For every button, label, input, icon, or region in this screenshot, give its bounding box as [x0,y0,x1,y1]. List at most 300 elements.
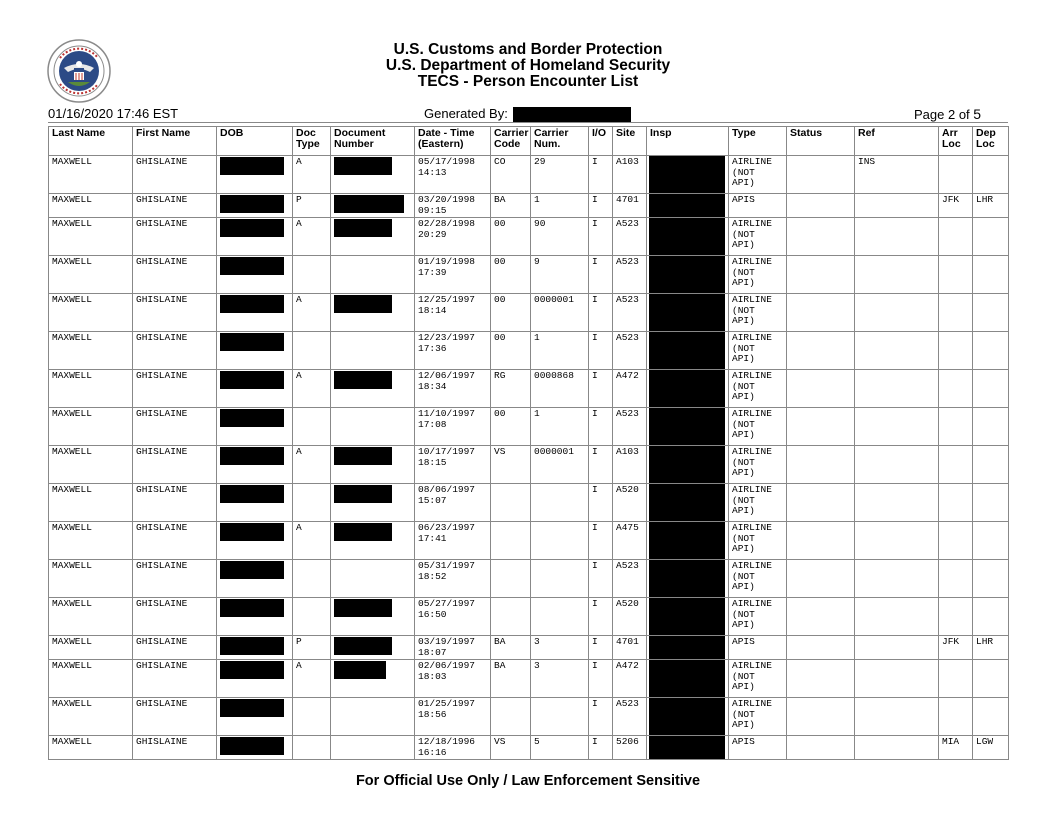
first-name-cell: GHISLAINE [133,522,217,560]
redaction-box [220,257,284,275]
arrival-location-cell [939,446,973,484]
departure-location-cell [973,560,1009,598]
column-header: DOB [217,127,293,156]
table-row [49,698,1009,736]
classification-footer: For Official Use Only / Law Enforcement Sensitive [355,773,701,789]
carrier-code-cell [491,698,531,736]
document-number-cell [331,218,415,256]
arrival-location-cell [939,560,973,598]
carrier-code-cell: 00 [491,332,531,370]
redaction-box [220,219,284,237]
arrival-location-cell [939,218,973,256]
redaction-box [649,660,725,697]
redaction-box [220,637,284,655]
ref-cell [855,636,939,660]
page-total: 5 [973,106,982,122]
date-time-cell: 08/06/1997 15:07 [415,484,491,522]
type-cell: APIS [729,636,787,660]
arrival-location-cell [939,698,973,736]
table-row [49,560,1009,598]
last-name-cell: MAXWELL [49,636,133,660]
type-cell: APIS [729,736,787,760]
site-cell: A472 [613,660,647,698]
redaction-box [220,485,284,503]
dob-cell [217,636,293,660]
date-time-cell: 01/25/1997 18:56 [415,698,491,736]
column-header: Arr Loc [939,127,973,156]
column-header: Site [613,127,647,156]
arrival-location-cell: MIA [939,736,973,760]
inspector-cell [647,636,729,660]
io-cell: I [589,256,613,294]
redaction-box [334,599,392,617]
departure-location-cell [973,408,1009,446]
status-cell [787,332,855,370]
redaction-box [649,484,725,521]
carrier-num-cell: 0000868 [531,370,589,408]
date-time-cell: 12/06/1997 18:34 [415,370,491,408]
first-name-cell: GHISLAINE [133,294,217,332]
io-cell: I [589,522,613,560]
departure-location-cell [973,446,1009,484]
doc-type-cell [293,736,331,760]
redaction-box [220,195,284,213]
ref-cell [855,256,939,294]
doc-type-cell [293,484,331,522]
page-indicator [914,106,981,122]
status-cell [787,560,855,598]
ref-cell [855,446,939,484]
status-cell [787,484,855,522]
last-name-cell: MAXWELL [49,408,133,446]
arrival-location-cell [939,660,973,698]
last-name-cell: MAXWELL [49,736,133,760]
arrival-location-cell: JFK [939,194,973,218]
departure-location-cell [973,698,1009,736]
doc-type-cell: A [293,156,331,194]
site-cell: A103 [613,156,647,194]
date-time-cell: 03/20/1998 09:15 [415,194,491,218]
io-cell: I [589,370,613,408]
dob-cell [217,560,293,598]
first-name-cell: GHISLAINE [133,446,217,484]
inspector-cell [647,698,729,736]
doc-type-cell [293,256,331,294]
inspector-cell [647,484,729,522]
document-number-cell [331,370,415,408]
last-name-cell: MAXWELL [49,522,133,560]
inspector-cell [647,218,729,256]
type-cell: AIRLINE (NOT API) [729,408,787,446]
departure-location-cell: LGW [973,736,1009,760]
last-name-cell: MAXWELL [49,660,133,698]
carrier-code-cell [491,560,531,598]
doc-type-cell: A [293,522,331,560]
first-name-cell: GHISLAINE [133,484,217,522]
carrier-code-cell: RG [491,370,531,408]
site-cell: A520 [613,484,647,522]
io-cell: I [589,408,613,446]
redaction-box [649,294,725,331]
status-cell [787,736,855,760]
redaction-box [649,408,725,445]
last-name-cell: MAXWELL [49,560,133,598]
report-datetime: 01/16/2020 17:46 EST [48,106,179,121]
redaction-box [220,295,284,313]
first-name-cell: GHISLAINE [133,736,217,760]
carrier-num-cell [531,522,589,560]
document-number-cell [331,598,415,636]
inspector-cell [647,522,729,560]
doc-type-cell: P [293,194,331,218]
arrival-location-cell [939,598,973,636]
ref-cell [855,522,939,560]
dob-cell [217,408,293,446]
departure-location-cell [973,522,1009,560]
carrier-num-cell: 1 [531,194,589,218]
redaction-box [334,371,392,389]
redaction-box [220,661,284,679]
type-cell: AIRLINE (NOT API) [729,660,787,698]
carrier-num-cell [531,560,589,598]
date-time-cell: 06/23/1997 17:41 [415,522,491,560]
departure-location-cell [973,484,1009,522]
ref-cell [855,332,939,370]
redaction-box [334,661,386,679]
carrier-code-cell: 00 [491,294,531,332]
first-name-cell: GHISLAINE [133,156,217,194]
carrier-num-cell: 1 [531,408,589,446]
last-name-cell: MAXWELL [49,156,133,194]
column-header: Doc Type [293,127,331,156]
io-cell: I [589,484,613,522]
doc-type-cell: P [293,636,331,660]
io-cell: I [589,698,613,736]
inspector-cell [647,736,729,760]
site-cell: 4701 [613,194,647,218]
type-cell: AIRLINE (NOT API) [729,218,787,256]
carrier-num-cell: 0000001 [531,446,589,484]
redaction-box [649,698,725,735]
redaction-box [649,332,725,369]
site-cell: A475 [613,522,647,560]
arrival-location-cell [939,156,973,194]
table-row [49,218,1009,256]
io-cell: I [589,660,613,698]
document-number-cell [331,736,415,760]
first-name-cell: GHISLAINE [133,194,217,218]
ref-cell [855,560,939,598]
arrival-location-cell [939,370,973,408]
table-row [49,156,1009,194]
ref-cell [855,660,939,698]
site-cell: 4701 [613,636,647,660]
status-cell [787,408,855,446]
table-row [49,408,1009,446]
status-cell [787,294,855,332]
redaction-box [513,107,631,123]
site-cell: A523 [613,218,647,256]
arrival-location-cell [939,294,973,332]
table-row [49,446,1009,484]
last-name-cell: MAXWELL [49,484,133,522]
table-row [49,598,1009,636]
carrier-code-cell: VS [491,446,531,484]
redaction-box [220,599,284,617]
status-cell [787,218,855,256]
date-time-cell: 11/10/1997 17:08 [415,408,491,446]
site-cell: A523 [613,560,647,598]
column-header: First Name [133,127,217,156]
redaction-box [334,195,404,213]
last-name-cell: MAXWELL [49,332,133,370]
first-name-cell: GHISLAINE [133,256,217,294]
carrier-num-cell: 5 [531,736,589,760]
dob-cell [217,256,293,294]
site-cell: A523 [613,256,647,294]
document-number-cell [331,660,415,698]
doc-type-cell [293,698,331,736]
inspector-cell [647,370,729,408]
table-row [49,522,1009,560]
carrier-code-cell: CO [491,156,531,194]
date-time-cell: 01/19/1998 17:39 [415,256,491,294]
redaction-box [220,561,284,579]
carrier-num-cell: 3 [531,660,589,698]
carrier-code-cell [491,522,531,560]
table-row [49,332,1009,370]
table-row [49,256,1009,294]
type-cell: AIRLINE (NOT API) [729,522,787,560]
redaction-box [220,333,284,351]
doc-type-cell: A [293,446,331,484]
site-cell: A523 [613,408,647,446]
doc-type-cell: A [293,218,331,256]
table-body [49,156,1009,760]
last-name-cell: MAXWELL [49,218,133,256]
dob-cell [217,484,293,522]
io-cell: I [589,736,613,760]
departure-location-cell [973,218,1009,256]
io-cell: I [589,156,613,194]
site-cell: A472 [613,370,647,408]
table-row [49,636,1009,660]
carrier-num-cell: 1 [531,332,589,370]
carrier-num-cell [531,598,589,636]
ref-cell [855,736,939,760]
doc-type-cell [293,332,331,370]
ref-cell: INS [855,156,939,194]
date-time-cell: 03/19/1997 18:07 [415,636,491,660]
document-number-cell [331,636,415,660]
table-row [49,294,1009,332]
first-name-cell: GHISLAINE [133,636,217,660]
column-header: Ref [855,127,939,156]
status-cell [787,522,855,560]
site-cell: A520 [613,598,647,636]
redaction-box [649,636,725,659]
column-header: Carrier Code [491,127,531,156]
type-cell: AIRLINE (NOT API) [729,484,787,522]
redaction-box [334,295,392,313]
status-cell [787,598,855,636]
status-cell [787,636,855,660]
io-cell: I [589,598,613,636]
inspector-cell [647,332,729,370]
departure-location-cell: LHR [973,636,1009,660]
last-name-cell: MAXWELL [49,256,133,294]
document-number-cell [331,522,415,560]
document-number-cell [331,294,415,332]
type-cell: AIRLINE (NOT API) [729,560,787,598]
carrier-code-cell: 00 [491,256,531,294]
redaction-box [649,736,725,759]
first-name-cell: GHISLAINE [133,598,217,636]
doc-type-cell: A [293,660,331,698]
report-title: TECS - Person Encounter List [417,73,639,90]
dob-cell [217,598,293,636]
io-cell: I [589,294,613,332]
inspector-cell [647,408,729,446]
ref-cell [855,194,939,218]
type-cell: AIRLINE (NOT API) [729,598,787,636]
status-cell [787,698,855,736]
type-cell: AIRLINE (NOT API) [729,294,787,332]
date-time-cell: 02/06/1997 18:03 [415,660,491,698]
dob-cell [217,660,293,698]
carrier-code-cell: BA [491,194,531,218]
status-cell [787,256,855,294]
io-cell: I [589,194,613,218]
column-header: I/O [589,127,613,156]
inspector-cell [647,256,729,294]
status-cell [787,446,855,484]
arrival-location-cell [939,408,973,446]
ref-cell [855,218,939,256]
doc-type-cell: A [293,294,331,332]
first-name-cell: GHISLAINE [133,660,217,698]
document-number-cell [331,156,415,194]
redaction-box [649,598,725,635]
date-time-cell: 10/17/1997 18:15 [415,446,491,484]
dob-cell [217,736,293,760]
ref-cell [855,294,939,332]
carrier-code-cell: BA [491,636,531,660]
carrier-num-cell [531,484,589,522]
type-cell: AIRLINE (NOT API) [729,446,787,484]
inspector-cell [647,560,729,598]
arrival-location-cell: JFK [939,636,973,660]
type-cell: AIRLINE (NOT API) [729,370,787,408]
inspector-cell [647,660,729,698]
generated-by-label: Generated By: [424,106,508,121]
type-cell: AIRLINE (NOT API) [729,156,787,194]
date-time-cell: 12/25/1997 18:14 [415,294,491,332]
date-time-cell: 05/27/1997 16:50 [415,598,491,636]
redaction-box [334,523,392,541]
ref-cell [855,598,939,636]
table-header-row [49,127,1009,156]
document-number-cell [331,408,415,446]
dob-cell [217,218,293,256]
arrival-location-cell [939,522,973,560]
first-name-cell: GHISLAINE [133,332,217,370]
doc-type-cell [293,560,331,598]
date-time-cell: 12/18/1996 16:16 [415,736,491,760]
departure-location-cell [973,598,1009,636]
dob-cell [217,332,293,370]
dob-cell [217,370,293,408]
column-header: Type [729,127,787,156]
carrier-code-cell: 00 [491,408,531,446]
agency-title: U.S. Customs and Border Protection [393,41,663,58]
arrival-location-cell [939,484,973,522]
type-cell: AIRLINE (NOT API) [729,256,787,294]
encounter-table [48,126,1009,760]
carrier-num-cell: 29 [531,156,589,194]
ref-cell [855,408,939,446]
carrier-code-cell [491,598,531,636]
column-header: Dep Loc [973,127,1009,156]
first-name-cell: GHISLAINE [133,370,217,408]
table-row [49,194,1009,218]
document-number-cell [331,256,415,294]
redaction-box [220,371,284,389]
dob-cell [217,522,293,560]
inspector-cell [647,446,729,484]
redaction-box [649,446,725,483]
departure-location-cell: LHR [973,194,1009,218]
generated-by [424,106,631,123]
dob-cell [217,446,293,484]
column-header: Document Number [331,127,415,156]
first-name-cell: GHISLAINE [133,218,217,256]
last-name-cell: MAXWELL [49,370,133,408]
redaction-box [649,370,725,407]
arrival-location-cell [939,332,973,370]
redaction-box [334,447,392,465]
site-cell: A523 [613,332,647,370]
departure-location-cell [973,294,1009,332]
redaction-box [334,219,392,237]
column-header: Status [787,127,855,156]
departure-location-cell [973,370,1009,408]
first-name-cell: GHISLAINE [133,408,217,446]
site-cell: A523 [613,698,647,736]
redaction-box [220,157,284,175]
io-cell: I [589,218,613,256]
type-cell: AIRLINE (NOT API) [729,332,787,370]
type-cell: AIRLINE (NOT API) [729,698,787,736]
site-cell: A103 [613,446,647,484]
dob-cell [217,194,293,218]
doc-type-cell [293,408,331,446]
last-name-cell: MAXWELL [49,294,133,332]
column-header: Date - Time (Eastern) [415,127,491,156]
carrier-num-cell: 0000001 [531,294,589,332]
date-time-cell: 02/28/1998 20:29 [415,218,491,256]
redaction-box [334,157,392,175]
inspector-cell [647,194,729,218]
io-cell: I [589,636,613,660]
status-cell [787,156,855,194]
carrier-num-cell: 9 [531,256,589,294]
inspector-cell [647,156,729,194]
redaction-box [649,194,725,217]
arrival-location-cell [939,256,973,294]
carrier-code-cell [491,484,531,522]
first-name-cell: GHISLAINE [133,560,217,598]
